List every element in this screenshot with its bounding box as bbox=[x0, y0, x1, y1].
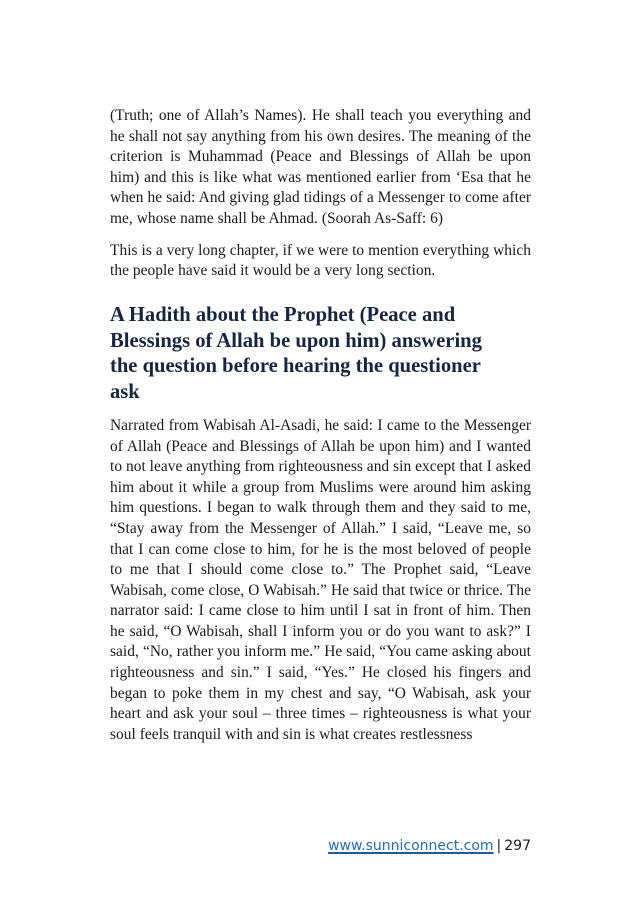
footer-separator: | bbox=[496, 838, 502, 854]
page-body bbox=[110, 106, 531, 745]
website-link[interactable]: www.sunniconnect.com bbox=[328, 838, 494, 854]
paragraph-long-chapter: This is a very long chapter, if we were to mention everything which the people have said it would be a very long section. bbox=[110, 241, 531, 280]
section-heading: A Hadith about the Prophet (Peace and Blessings of Allah be upon him) answering the question before hearing the questioner ask bbox=[110, 303, 482, 404]
paragraph-truth-names: (Truth; one of Allah’s Names). He shall teach you everything and he shall not say anything from his own desires. The meaning of the criterion is Muhammad (Peace and Blessings of Allah be upon him) and this is like what was mentioned earlier from ‘Esa that he when he said: And giving glad tidings of a Messenger to come after me, whose name shall be Ahmad. (Soorah As-Saff: 6) bbox=[110, 107, 531, 227]
page-footer bbox=[328, 838, 531, 854]
page-number: 297 bbox=[504, 838, 531, 854]
paragraph-wabisah-narration: Narrated from Wabisah Al-Asadi, he said: I came to the Messenger of Allah (Peace and Blessings of Allah be upon him) and I wanted to not leave anything from righteousness and sin except that I asked him about it while a group from Muslims were around him asking him questions. I began to walk through them and they said to me, “Stay away from the Messenger of Allah.” I said, “Leave me, so that I can come close to him, for he is the most beloved of people to me that I should come close to.” The Prophet said, “Leave Wabisah, come close, O Wabisah.” He said that twice or thrice. The narrator said: I came close to him until I sat in front of him. Then he said, “O Wabisah, shall I inform you or do you want to ask?” I said, “No, rather you inform me.” He said, “You came asking about righteousness and sin.” I said, “Yes.” He closed his fingers and began to poke them in my chest and say, “O Wabisah, ask your heart and ask your soul – three times – righteousness is what your soul feels tranquil with and sin is what creates restlessness bbox=[110, 416, 531, 743]
